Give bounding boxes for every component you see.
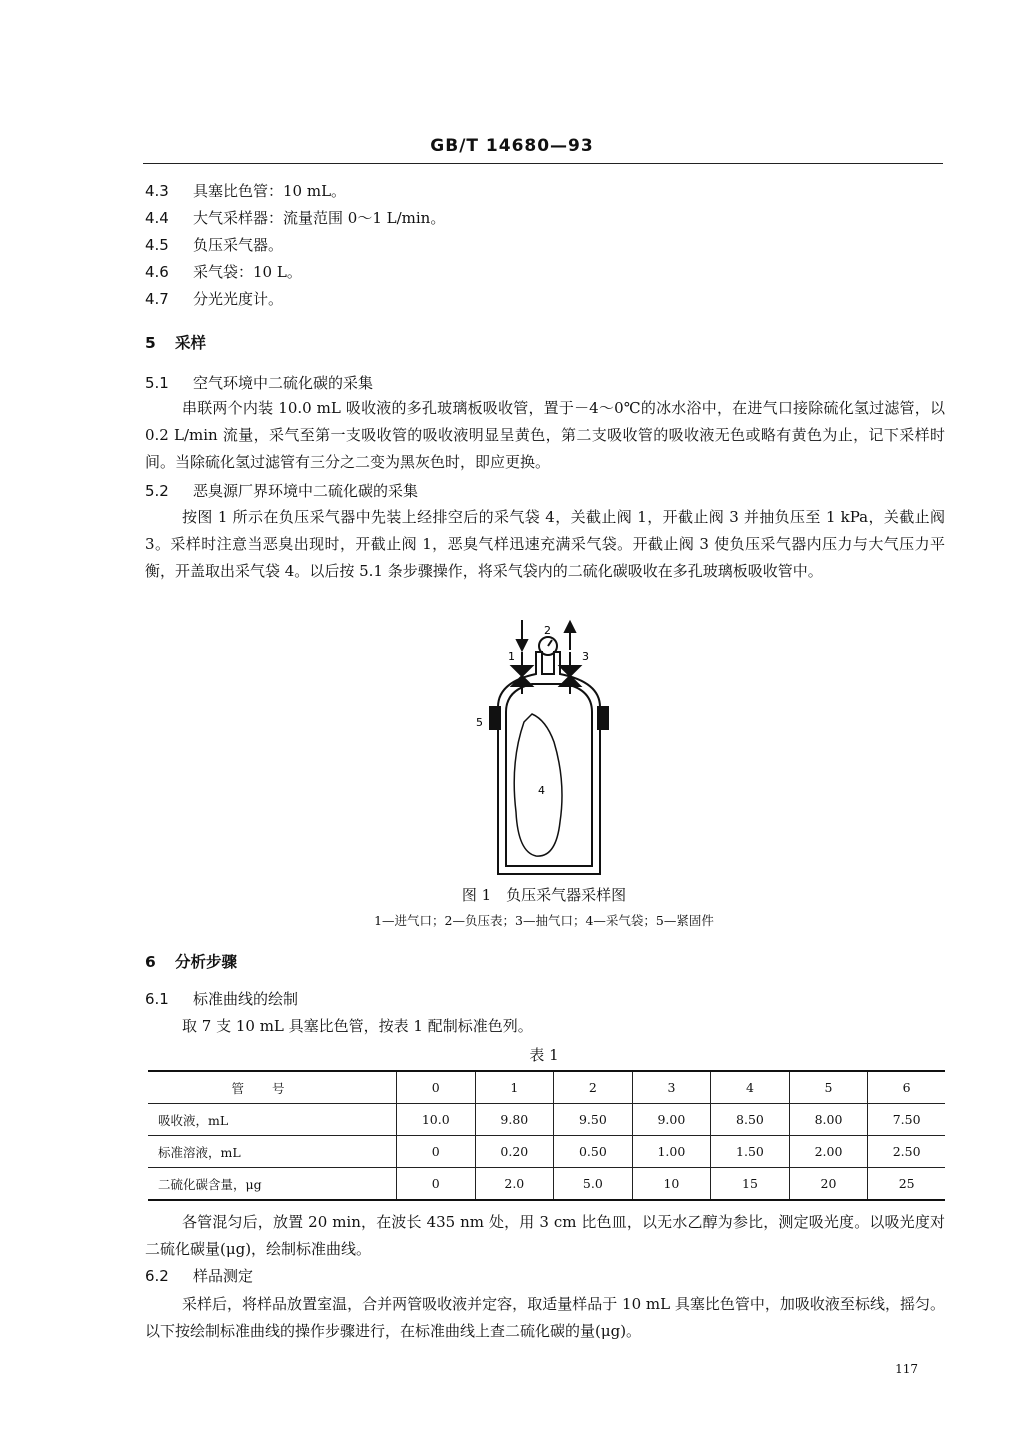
subsection-5-1-heading xyxy=(145,373,373,393)
page-number: 117 xyxy=(895,1362,918,1376)
subsection-title: 样品测定 xyxy=(193,1267,254,1285)
table-cell: 25 xyxy=(868,1168,945,1201)
item-text: 采气袋：10 L。 xyxy=(193,263,302,281)
table-cell: 吸收液，mL xyxy=(148,1104,397,1136)
valve-1 xyxy=(512,666,532,676)
table-cell: 10 xyxy=(632,1168,711,1201)
paragraph-6-1-after-table: 各管混匀后，放置 20 min，在波长 435 nm 处，用 3 cm 比色皿，以无水乙醇为参比，测定吸光度。以吸光度对二硫化碳量(μg)，绘制标准曲线。 xyxy=(145,1213,945,1258)
table-cell: 2.00 xyxy=(789,1136,868,1168)
equipment-item xyxy=(145,262,302,282)
section-number: 5 xyxy=(145,334,156,352)
label-5: 5 xyxy=(476,716,483,729)
sampler-diagram xyxy=(470,612,630,882)
label-2: 2 xyxy=(544,624,551,637)
clamp-right xyxy=(598,707,608,729)
inlet-arrowhead xyxy=(517,640,527,650)
table-cell: 二硫化碳含量，μg xyxy=(148,1168,397,1201)
section-number: 6 xyxy=(145,953,156,971)
item-text: 具塞比色管：10 mL。 xyxy=(193,182,347,200)
table-cell: 0.20 xyxy=(475,1136,554,1168)
item-text: 分光光度计。 xyxy=(193,290,284,308)
figure-legend: 1—进气口；2—负压表；3—抽气口；4—采气袋；5—紧固件 xyxy=(374,913,714,928)
item-number: 4.4 xyxy=(145,209,169,227)
subsection-number: 5.1 xyxy=(145,374,169,392)
table-cell: 20 xyxy=(789,1168,868,1201)
table-cell: 9.80 xyxy=(475,1104,554,1136)
table-header-cell: 3 xyxy=(632,1071,711,1104)
table-title: 表 1 xyxy=(529,1046,559,1064)
equipment-item xyxy=(145,289,283,309)
equipment-item xyxy=(145,235,283,255)
label-3: 3 xyxy=(582,650,589,663)
table-row xyxy=(148,1136,945,1168)
table-header-cell: 6 xyxy=(868,1071,945,1104)
subsection-title: 空气环境中二硫化碳的采集 xyxy=(193,374,374,392)
table-header-row xyxy=(148,1071,945,1104)
label-4: 4 xyxy=(538,784,545,797)
table-row xyxy=(148,1168,945,1201)
section-title: 采样 xyxy=(175,334,207,352)
table-cell: 10.0 xyxy=(397,1104,476,1136)
vessel-inner xyxy=(506,684,592,866)
paragraph-5-2: 按图 1 所示在负压采气器中先装上经排空后的采气袋 4，关截止阀 1，开截止阀 3 并抽负压至 1 kPa，关截止阀 3。采样时注意当恶臭出现时，开截止阀 1，恶臭气样迅速充满采气袋。开截止阀 3 使负压采气器内压力与大气压力平衡，开盖取出采气袋 4。以后按 5.1 条步骤操作，将采气袋内的二硫化碳吸收在多孔玻璃板吸收管中。 xyxy=(145,508,945,580)
item-number: 4.6 xyxy=(145,263,169,281)
subsection-number: 6.2 xyxy=(145,1267,169,1285)
table-header-cell: 4 xyxy=(711,1071,790,1104)
paragraph-5-1: 串联两个内装 10.0 mL 吸收液的多孔玻璃板吸收管，置于－4～0℃的冰水浴中，在进气口接除硫化氢过滤管，以 0.2 L/min 流量，采气至第一支吸收管的吸收液明显呈黄色，第二支吸收管的吸收液无色或略有黄色为止，记下采样时间。当除硫化氢过滤管有三分之二变为黑灰色时，即应更换。 xyxy=(145,399,945,471)
section-6-heading xyxy=(145,950,237,972)
section-title: 分析步骤 xyxy=(175,953,238,971)
table-header-cell: 0 xyxy=(397,1071,476,1104)
table-cell: 0.50 xyxy=(554,1136,633,1168)
header-rule xyxy=(143,163,943,164)
subsection-title: 标准曲线的绘制 xyxy=(193,990,299,1008)
paragraph-6-1: 取 7 支 10 mL 具塞比色管，按表 1 配制标准色列。 xyxy=(182,1017,533,1035)
standard-code-header: GB/T 14680—93 xyxy=(430,136,594,156)
table-cell: 7.50 xyxy=(868,1104,945,1136)
table-header-cell: 管号 xyxy=(148,1071,397,1104)
table-cell: 8.50 xyxy=(711,1104,790,1136)
table-header-cell: 2 xyxy=(554,1071,633,1104)
subsection-title: 恶臭源厂界环境中二硫化碳的采集 xyxy=(193,482,419,500)
table-cell: 2.50 xyxy=(868,1136,945,1168)
table-cell: 0 xyxy=(397,1168,476,1201)
paragraph-6-2: 采样后，将样品放置室温，合并两管吸收液并定容，取适量样品于 10 mL 具塞比色管中，加吸收液至标线，摇匀。以下按绘制标准曲线的操作步骤进行，在标准曲线上查二硫化碳的量(μg)。 xyxy=(145,1295,945,1340)
subsection-6-1-heading xyxy=(145,989,298,1009)
table-cell: 标准溶液，mL xyxy=(148,1136,397,1168)
subsection-6-2-heading xyxy=(145,1266,253,1286)
equipment-item xyxy=(145,181,346,201)
subsection-5-2-heading xyxy=(145,481,418,501)
section-5-heading xyxy=(145,331,206,353)
equipment-item xyxy=(145,208,445,228)
label-1: 1 xyxy=(508,650,515,663)
table-cell: 2.0 xyxy=(475,1168,554,1201)
item-text: 大气采样器：流量范围 0～1 L/min。 xyxy=(193,209,446,227)
table-cell: 9.50 xyxy=(554,1104,633,1136)
figure-caption: 图 1 负压采气器采样图 xyxy=(461,886,627,904)
outlet-arrowhead xyxy=(565,622,575,632)
item-number: 4.7 xyxy=(145,290,169,308)
table-header-cell: 1 xyxy=(475,1071,554,1104)
item-number: 4.5 xyxy=(145,236,169,254)
item-number: 4.3 xyxy=(145,182,169,200)
table-cell: 5.0 xyxy=(554,1168,633,1201)
subsection-number: 6.1 xyxy=(145,990,169,1008)
standard-series-table xyxy=(148,1070,945,1201)
table-header-cell: 5 xyxy=(789,1071,868,1104)
table-cell: 1.00 xyxy=(632,1136,711,1168)
table-cell: 9.00 xyxy=(632,1104,711,1136)
subsection-number: 5.2 xyxy=(145,482,169,500)
table-row xyxy=(148,1104,945,1136)
table-cell: 0 xyxy=(397,1136,476,1168)
clamp-left xyxy=(490,707,500,729)
item-text: 负压采气器。 xyxy=(193,236,284,254)
table-cell: 1.50 xyxy=(711,1136,790,1168)
table-cell: 8.00 xyxy=(789,1104,868,1136)
table-cell: 15 xyxy=(711,1168,790,1201)
